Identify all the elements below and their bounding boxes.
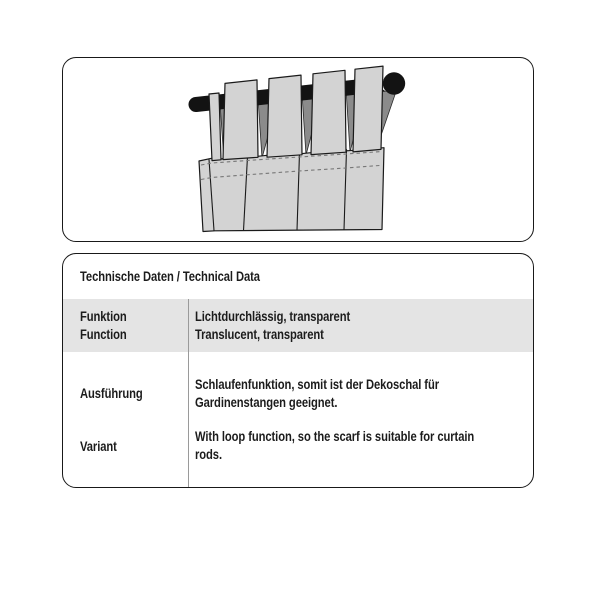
funktion-value-cell (189, 299, 533, 352)
funktion-label-cell (63, 299, 189, 352)
funktion-label-de: Funktion (80, 309, 127, 324)
table-row-funktion (63, 299, 533, 352)
curtain-rod-tab-illustration (63, 58, 533, 241)
curtain-body (199, 148, 384, 232)
technical-data-panel (62, 253, 534, 488)
ausfuehrung-value-en-line2: rods. (195, 446, 222, 462)
ausfuehrung-label-cell (63, 352, 189, 487)
ausfuehrung-label-de: Ausführung (80, 386, 143, 401)
funktion-value-en: Translucent, transparent (195, 326, 324, 342)
ausfuehrung-value-de-line2: Gardinenstangen geeignet. (195, 394, 338, 410)
table-header (63, 254, 533, 299)
ausfuehrung-value-de-line1: Schlaufenfunktion, somit ist der Dekoschal für (195, 377, 439, 392)
ausfuehrung-label-en: Variant (80, 438, 117, 454)
table-header-title: Technische Daten / Technical Data (80, 268, 260, 284)
illustration-panel (62, 57, 534, 242)
ausfuehrung-value-cell (189, 352, 533, 487)
rod-end-cap (383, 72, 405, 94)
ausfuehrung-value-en-line1: With loop function, so the scarf is suitable for curtain (195, 429, 475, 444)
curtain-loop-tabs (209, 66, 383, 161)
table-row-ausfuehrung (63, 352, 533, 487)
funktion-label-en: Function (80, 326, 127, 342)
funktion-value-de: Lichtdurchlässig, transparent (195, 309, 351, 324)
